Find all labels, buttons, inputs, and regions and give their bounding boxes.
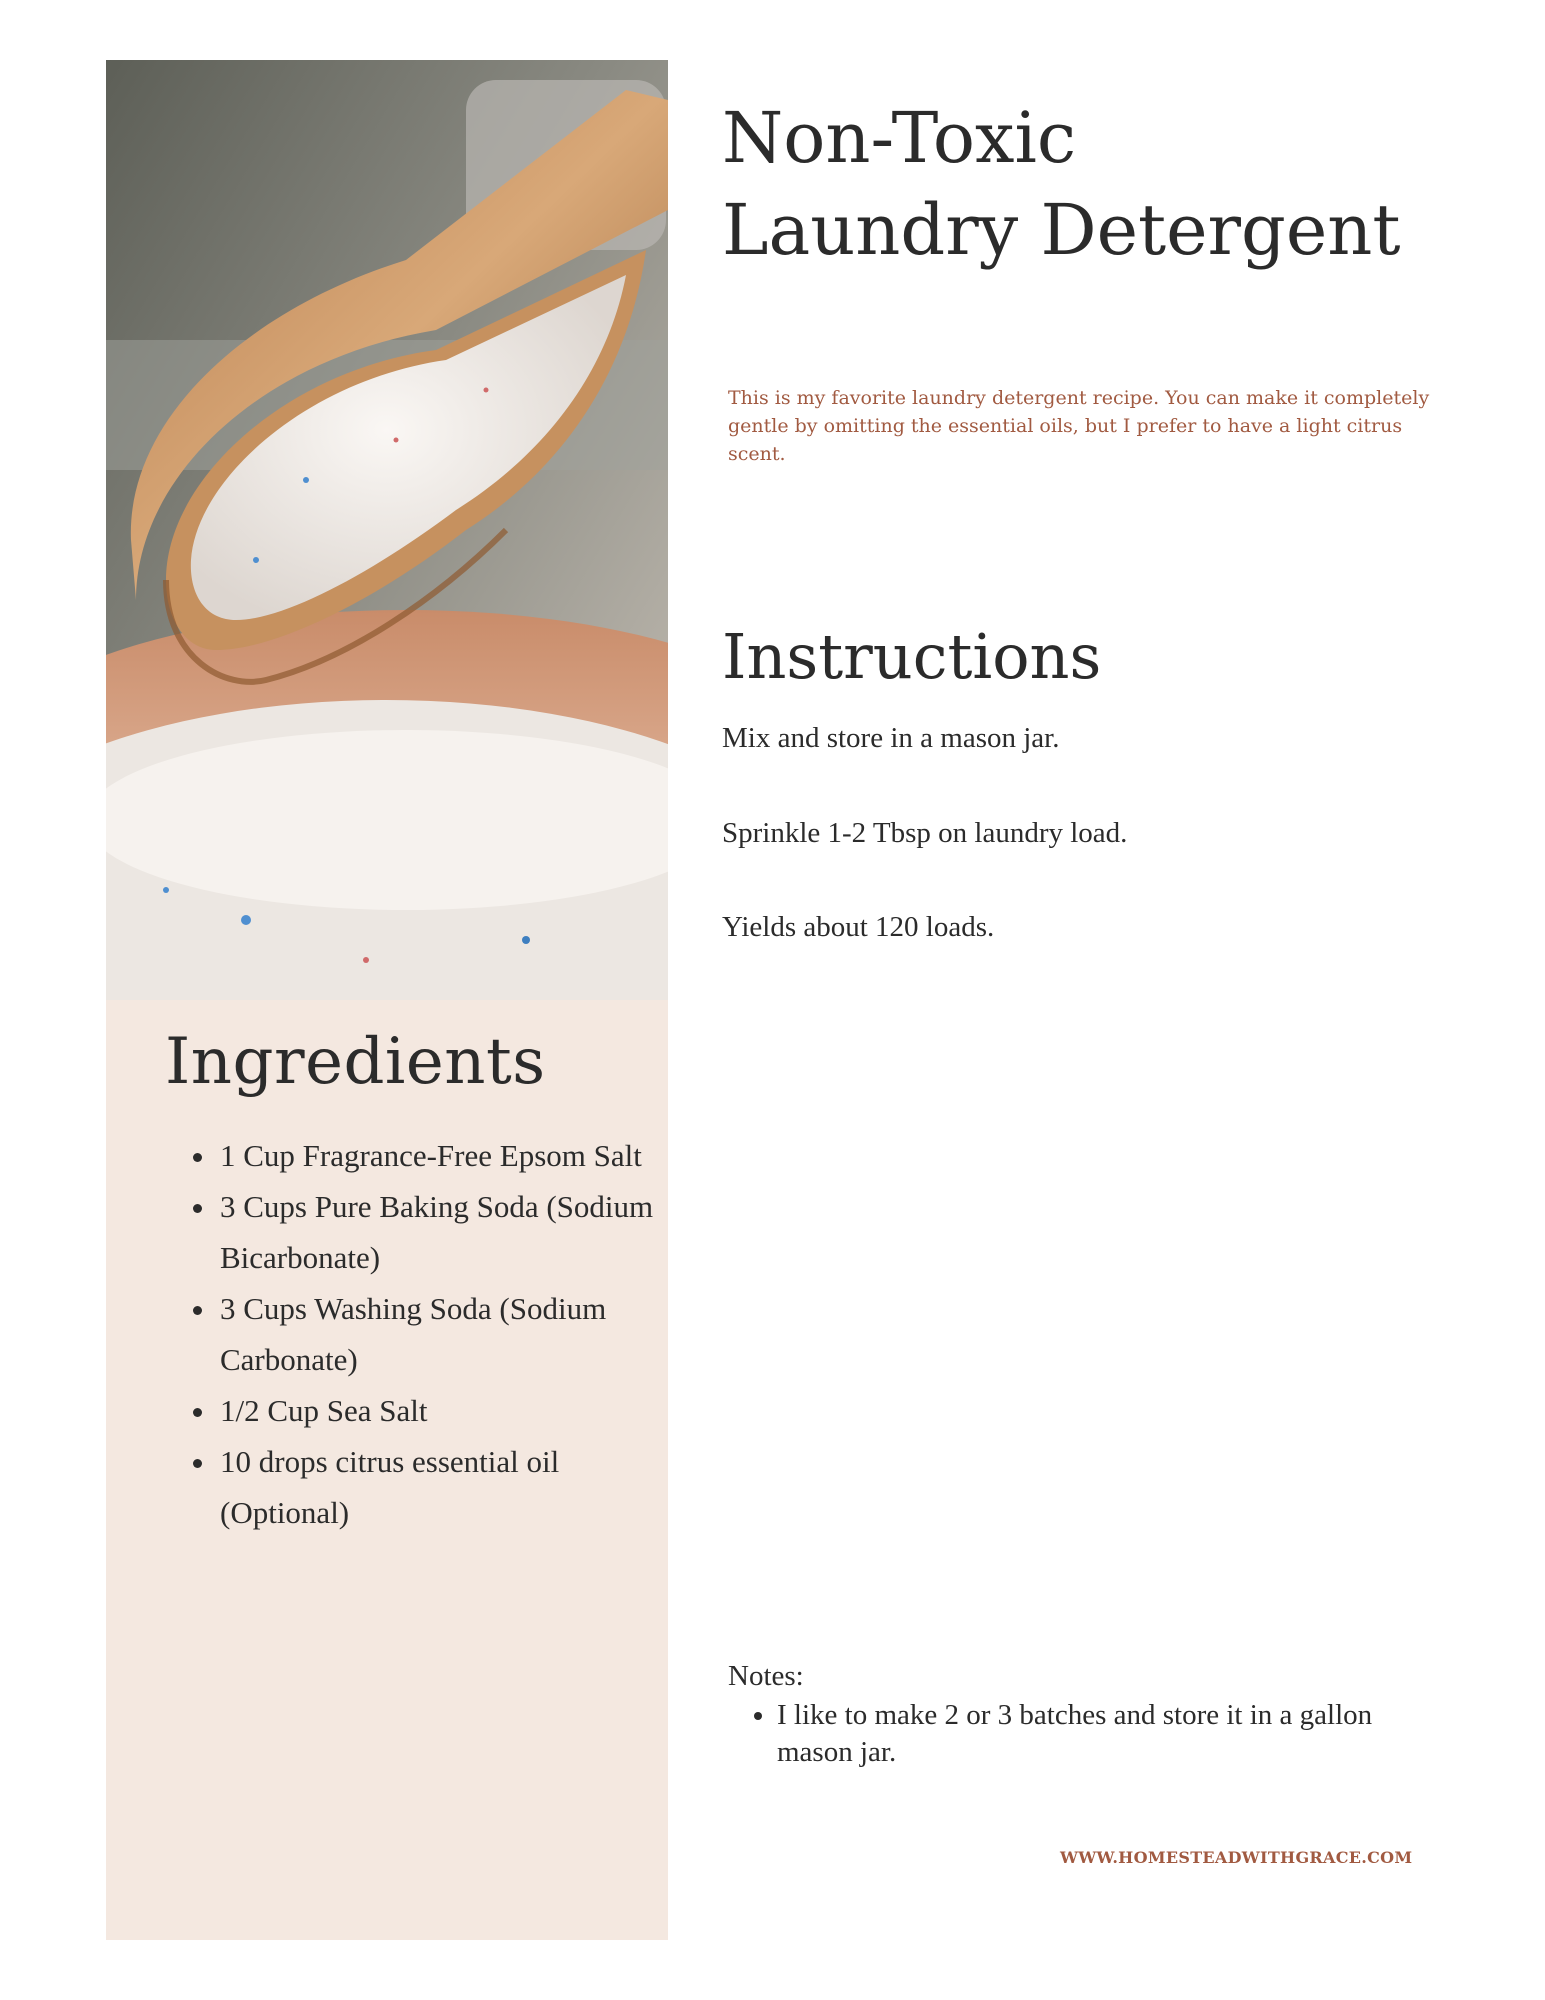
instruction-step: Mix and store in a mason jar.	[722, 722, 1060, 754]
ingredients-panel	[106, 60, 668, 1940]
instruction-step: Yields about 120 loads.	[722, 911, 995, 943]
notes-label: Notes:	[728, 1660, 804, 1692]
page-title	[722, 92, 1482, 276]
ingredient-item: • 3 Cups Pure Baking Soda (Sodium Bicarbonate)	[218, 1181, 658, 1283]
title-line-2: Laundry Detergent	[722, 189, 1401, 271]
ingredient-item: • 3 Cups Washing Soda (Sodium Carbonate)	[218, 1283, 658, 1385]
instruction-step: Sprinkle 1-2 Tbsp on laundry load.	[722, 817, 1128, 849]
ingredient-item: • 10 drops citrus essential oil (Optional)	[218, 1436, 658, 1538]
ingredient-item: • 1 Cup Fragrance-Free Epsom Salt	[218, 1130, 658, 1181]
note-item: • I like to make 2 or 3 batches and store it in a gallon mason jar.	[777, 1697, 1417, 1771]
title-line-1: Non-Toxic	[722, 97, 1077, 179]
intro-text: This is my favorite laundry detergent recipe. You can make it completely gentle by omitting the essential oils, but I prefer to have a light citrus scent.	[728, 387, 1430, 465]
notes-list	[745, 1697, 1417, 1771]
detergent-scoop-photo	[106, 60, 668, 1000]
photo-illustration	[106, 60, 668, 1000]
ingredients-list	[186, 1130, 658, 1538]
instructions-heading: Instructions	[722, 620, 1102, 693]
website-url[interactable]: WWW.HOMESTEADWITHGRACE.COM	[1060, 1848, 1413, 1867]
ingredients-heading: Ingredients	[165, 1025, 546, 1099]
ingredient-item: • 1/2 Cup Sea Salt	[218, 1385, 658, 1436]
